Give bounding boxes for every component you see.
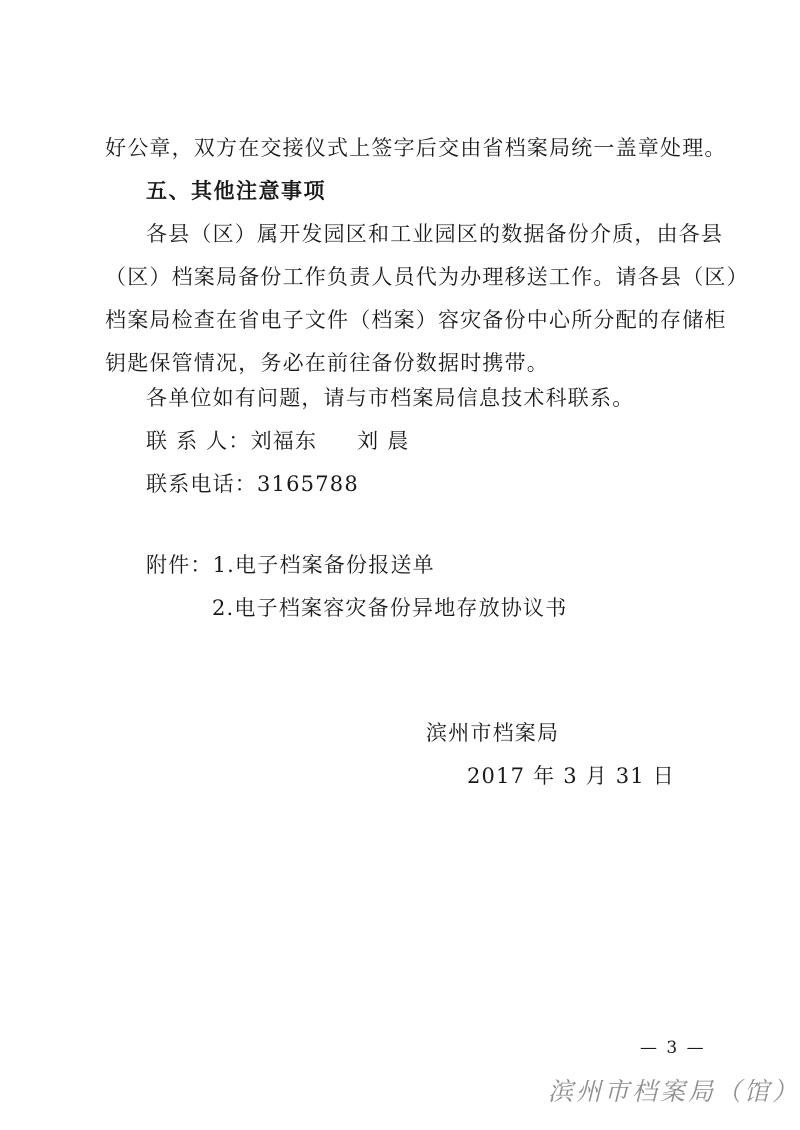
paragraph-line: 档案局检查在省电子文件（档案）容灾备份中心所分配的存储柜 (105, 308, 727, 332)
contact-phone-number: 3165788 (257, 472, 359, 496)
contact-phone-label: 联系电话： (146, 472, 257, 496)
attachment-row-1 (146, 550, 435, 580)
issue-date: 2017 年 3 月 31 日 (467, 764, 675, 788)
paragraph-line: （区）档案局备份工作负责人员代为办理移送工作。请各县（区） (105, 265, 749, 289)
paragraph-line: 钥匙保管情况，务必在前往备份数据时携带。 (105, 351, 549, 375)
watermark-text: 滨州市档案局（馆） (548, 1077, 800, 1106)
contact-name-1: 刘福东 (250, 429, 318, 453)
paragraph-line: 各县（区）属开发园区和工业园区的数据备份介质，由各县 (146, 222, 724, 246)
issuing-organization: 滨州市档案局 (426, 721, 560, 745)
page-number: — 3 — (640, 1038, 706, 1058)
contact-instruction: 各单位如有问题，请与市档案局信息技术科联系。 (146, 386, 635, 410)
contact-phone-row (146, 469, 359, 499)
contact-person-row (146, 426, 409, 456)
attachment-label: 附件： (146, 553, 213, 577)
contact-name-2: 刘 晨 (357, 429, 410, 453)
section-heading: 五、其他注意事项 (146, 179, 326, 203)
attachment-item: 2.电子档案容灾备份异地存放协议书 (212, 596, 568, 620)
attachment-item: 1.电子档案备份报送单 (212, 553, 435, 577)
contact-person-label: 联 系 人： (146, 429, 251, 453)
paragraph-continuation: 好公章，双方在交接仪式上签字后交由省档案局统一盖章处理。 (105, 136, 727, 160)
